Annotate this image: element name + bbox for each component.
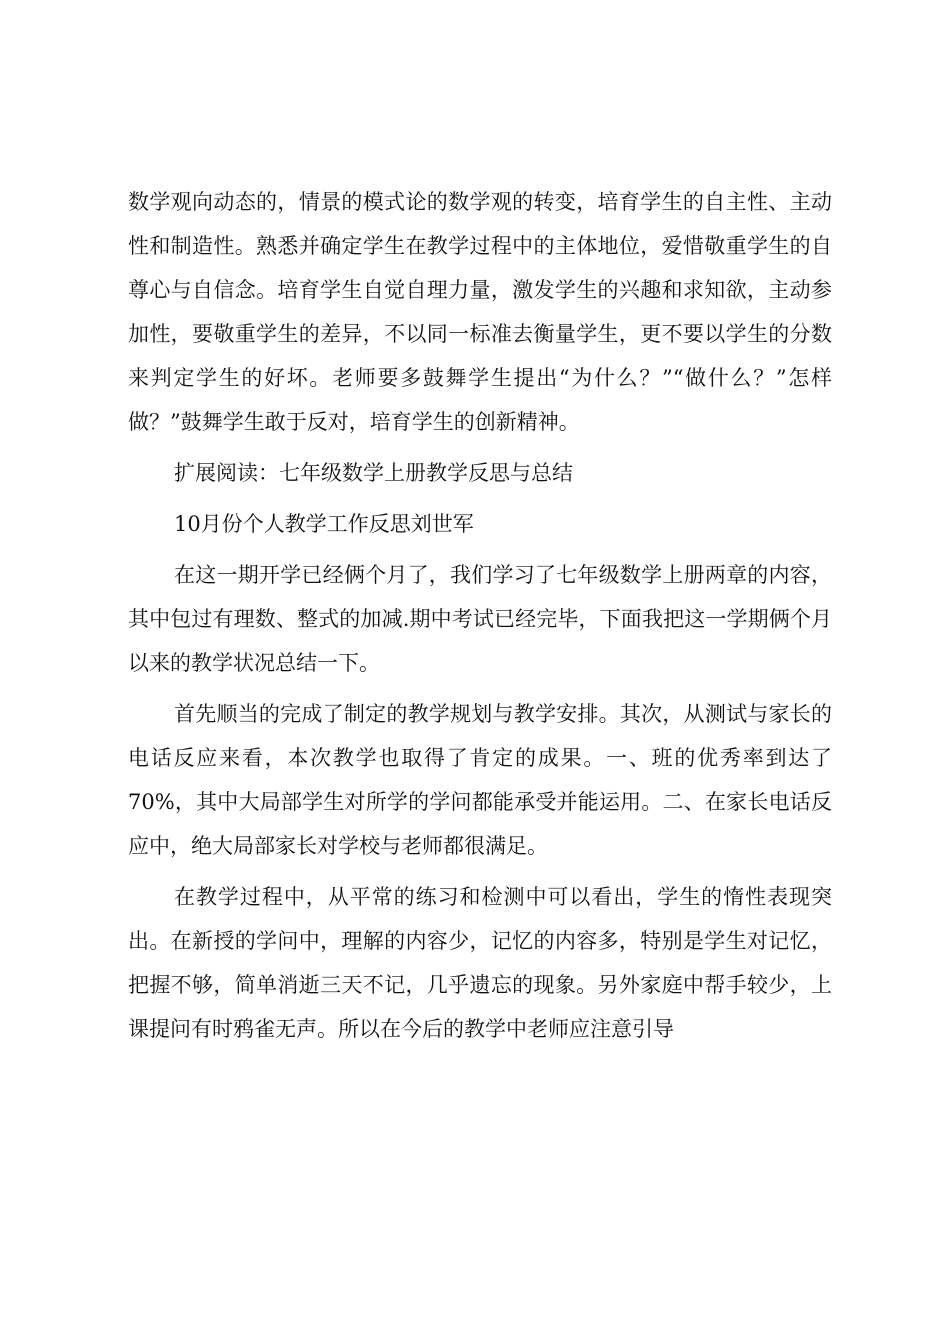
report-title: 10月份个人教学工作反思刘世军 <box>174 512 474 536</box>
paragraph-continuation: 数学观向动态的，情景的模式论的数学观的转变，培育学生的自主性、主动性和制造性。熟悉并确定学生在教学过程中的主体地位，爱惜敬重学生的自尊心与自信念。培育学生自觉自理力量，激发学生的兴趣和求知欲，主动参加性，要敬重学生的差异，不以同一标准去衡量学生，更不要以学生的分数来判定学生的好坏。老师要多鼓舞学生提出“为什么？”“做什么？”怎样做？”鼓舞学生敢于反对，培育学生的创新精神。 <box>128 190 832 434</box>
extended-reading-heading: 扩展阅读：七年级数学上册教学反思与总结 <box>174 461 573 485</box>
paragraph-results: 首先顺当的完成了制定的教学规划与教学安排。其次，从测试与家长的电话反应来看，本次教学也取得了肯定的成果。一、班的优秀率到达了70%，其中大局部学生对所学的学问都能承受并能运用。二、在家长电话反应中，绝大局部家长对学校与老师都很满足。 <box>128 702 832 858</box>
paragraph-problems: 在教学过程中，从平常的练习和检测中可以看出，学生的惰性表现突出。在新授的学问中，理解的内容少，记忆的内容多，特别是学生对记忆，把握不够，简单消逝三天不记，几乎遗忘的现象。另外家庭中帮手较少，上课提问有时鸦雀无声。所以在今后的教学中老师应注意引导 <box>128 885 832 1041</box>
document-body <box>128 180 832 1051</box>
paragraph-intro: 在这一期开学已经俩个月了，我们学习了七年级数学上册两章的内容，其中包过有理数、整式的加减.期中考试已经完毕，下面我把这一学期俩个月以来的教学状况总结一下。 <box>128 563 832 675</box>
